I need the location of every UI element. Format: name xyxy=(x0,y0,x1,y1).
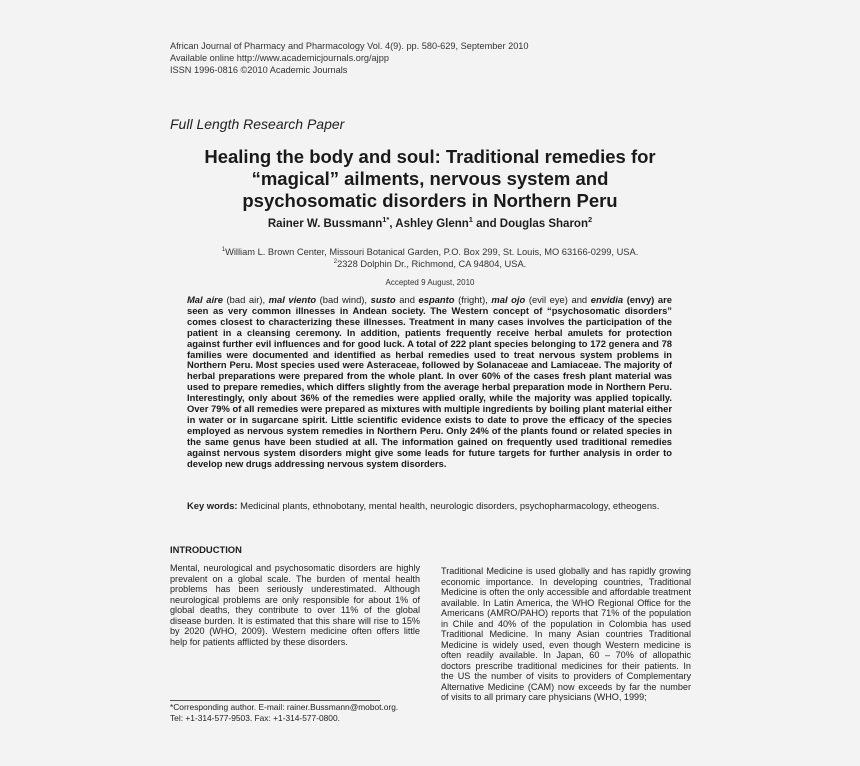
footnote-phone: Tel: +1-314-577-9503. Fax: +1-314-577-0800. xyxy=(170,713,340,723)
abstract-text: (bad wind), xyxy=(316,294,371,305)
abstract-text: (evil eye) and xyxy=(525,294,591,305)
author-3: and Douglas Sharon xyxy=(472,218,588,230)
abstract xyxy=(187,295,672,470)
author-1: Rainer W. Bussmann xyxy=(267,218,383,230)
affiliation-1 xyxy=(150,246,710,258)
introduction-right-column: Traditional Medicine is used globally and has rapidly growing economic importance. In developing countries, Traditional Medicine is often the only accessible and affordable treatment available. In Latin America, the WHO Regional Office for the Americans (AMRO/PAHO) reports that 71% of the population in Chile and 40% of the population in Colombia has used Traditional Medicine. In many Asian countries Traditional Medicine is widely used, even though Western medicine is often readily available. In Japan, 60 – 70% of allopathic doctors prescribe traditional medicines for their patients. In the US the number of visits to providers of Complementary Alternative Medicine (CAM) now exceeds by far the number of visits to all primary care physicians (WHO, 1999; xyxy=(441,566,691,702)
title-line-3: psychosomatic disorders in Northern Peru xyxy=(242,190,618,211)
journal-header xyxy=(170,40,529,76)
paper-type: Full Length Research Paper xyxy=(170,116,345,132)
abstract-body: (envy) are seen as very common illnesses in Andean society. The Western concept of “psychosomatic disorders” comes closest to characterizing these illnesses. Treatment in many cases involves the participation of the patient in a cleansing ceremony. In addition, patients frequently receive herbal amulets for protection against further evil influences and for good luck. A total of 222 plant species belonging to 172 genera and 78 families were documented and identified as herbal remedies used to treat nervous system problems in Northern Peru. Most species used were Asteraceae, followed by Solanaceae and Lamiaceae. The majority of herbal preparations were prepared from the whole plant. In over 60% of the cases fresh plant material was used to prepare remedies, which differs slightly from the average herbal preparation mode in Northern Peru. Interestingly, only about 36% of the remedies were applied orally, while the majority was applied topically. Over 79% of all remedies were prepared as mixtures with multiple ingredients by boiling plant material either in water or in sugarcane spirit. Little scientific evidence exists to date to prove the efficacy of the species employed as nervous system remedies in Northern Peru. Only 24% of the plants found or related species in the same genus have been studied at all. The information gained on frequently used traditional remedies against nervous system disorders might give some leads for future targets for further analysis in order to develop new drugs addressing nervous system disorders. xyxy=(187,294,672,469)
journal-url: Available online http://www.academicjournals.org/ajpp xyxy=(170,53,389,63)
journal-citation: African Journal of Pharmacy and Pharmacology Vol. 4(9). pp. 580-629, September 2010 xyxy=(170,41,529,51)
accepted-date: Accepted 9 August, 2010 xyxy=(385,278,475,287)
abstract-term: envidia xyxy=(590,294,624,305)
paper-title xyxy=(150,146,710,212)
keywords-label: Key words: xyxy=(187,500,238,511)
keywords xyxy=(187,500,672,512)
abstract-term: espanto xyxy=(418,294,455,305)
affiliation-2-text: 2328 Dolphin Dr., Richmond, CA 94804, USA. xyxy=(337,259,527,269)
author-2-mark: 1 xyxy=(468,215,473,225)
footnote-divider xyxy=(170,700,380,701)
abstract-term: Mal aire xyxy=(187,294,223,305)
footnote-email: *Corresponding author. E-mail: rainer.Bussmann@mobot.org. xyxy=(170,702,399,712)
abstract-term: mal ojo xyxy=(491,294,526,305)
title-line-1: Healing the body and soul: Traditional remedies for xyxy=(204,146,656,167)
affiliation-2 xyxy=(150,258,710,270)
abstract-text: (fright), xyxy=(454,294,492,305)
introduction-left-column: Mental, neurological and psychosomatic disorders are highly prevalent on a global scale. The burden of mental health problems has been seriously underestimated. Although neurological problems are only responsible for about 1% of global deaths, they contribute to over 11% of the global disease burden. It is estimated that this share will rise to 15% by 2020 (WHO, 2009). Western medicine often offers little help for patients afflicted by these disorders. xyxy=(170,563,420,647)
author-1-mark: 1* xyxy=(382,215,390,225)
author-2: , Ashley Glenn xyxy=(389,218,469,230)
abstract-term: mal viento xyxy=(268,294,317,305)
affiliations xyxy=(150,246,710,270)
abstract-term: susto xyxy=(370,294,396,305)
corresponding-author-footnote xyxy=(170,702,420,724)
title-line-2: “magical” ailments, nervous system and xyxy=(251,168,609,189)
section-heading-introduction: INTRODUCTION xyxy=(170,544,242,555)
abstract-text: (bad air), xyxy=(222,294,269,305)
author-3-mark: 2 xyxy=(587,215,593,225)
author-list xyxy=(150,215,710,230)
abstract-text: and xyxy=(395,294,419,305)
keywords-text: Medicinal plants, ethnobotany, mental health, neurologic disorders, psychopharmacology, etheogens. xyxy=(237,500,660,511)
journal-issn: ISSN 1996-0816 ©2010 Academic Journals xyxy=(170,65,348,75)
affiliation-1-text: William L. Brown Center, Missouri Botanical Garden, P.O. Box 299, St. Louis, MO 63166-0299, USA. xyxy=(225,247,639,257)
affiliation-2-mark: 2 xyxy=(333,258,338,265)
affiliation-1-mark: 1 xyxy=(221,246,226,253)
